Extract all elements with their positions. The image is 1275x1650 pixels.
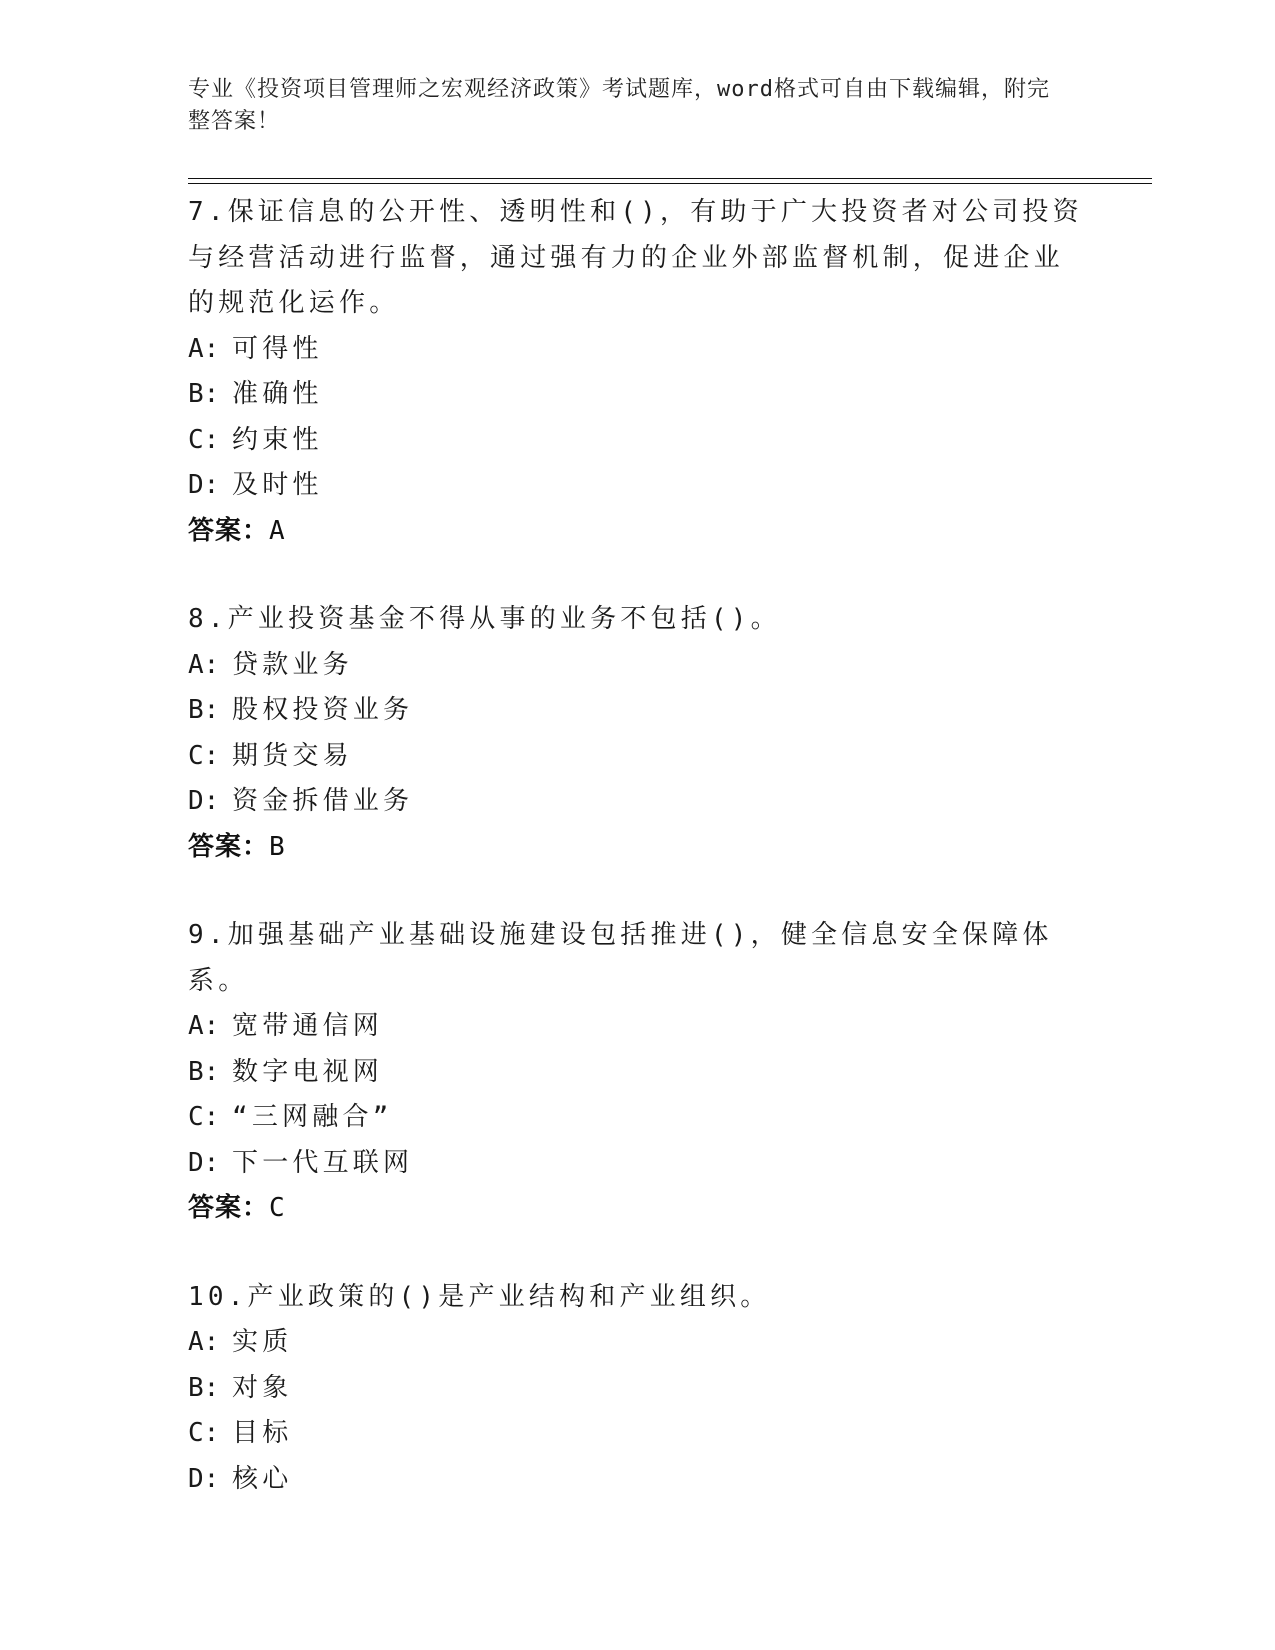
option-text: 贷款业务 [232,649,353,680]
option-d [188,1457,1088,1503]
question-stem: 9.加强基础产业基础设施建设包括推进()，健全信息安全保障体系。 [188,920,1053,996]
question-7 [188,190,1088,554]
answer-line [188,509,1088,555]
option-text: 及时性 [232,470,323,500]
question-stem: 8.产业投资基金不得从事的业务不包括()。 [188,604,781,634]
option-text: 期货交易 [232,740,353,771]
option-key: B: [188,1056,220,1087]
option-d [188,779,1088,825]
option-key: A: [188,1327,220,1357]
option-c [188,1411,1088,1457]
option-d [188,463,1088,509]
option-a [188,1320,1088,1366]
option-c [188,734,1088,780]
option-text: 可得性 [232,333,323,364]
option-key: D: [188,786,220,816]
option-key: D: [188,470,220,500]
option-c [188,1095,1088,1141]
question-10 [188,1275,1088,1503]
option-c [188,418,1088,464]
option-b [188,688,1088,734]
option-key: C: [188,740,220,771]
option-key: A: [188,333,220,364]
option-key: A: [188,649,220,680]
document-header: 专业《投资项目管理师之宏观经济政策》考试题库，word格式可自由下载编辑，附完整答案！ [188,77,1050,134]
option-key: C: [188,424,220,455]
answer-value: B [269,831,286,862]
question-stem: 10.产业政策的()是产业结构和产业组织。 [188,1281,771,1312]
option-text: 实质 [232,1327,293,1357]
option-text: 约束性 [232,424,323,455]
option-a [188,1004,1088,1050]
option-text: 下一代互联网 [232,1147,414,1178]
answer-value: A [269,515,286,546]
option-b [188,372,1088,418]
answer-label: 答案： [188,831,270,862]
option-text: 宽带通信网 [232,1011,384,1041]
option-key: B: [188,379,220,409]
option-a [188,327,1088,373]
option-key: D: [188,1147,220,1178]
header-rule-top [188,178,1152,179]
question-8 [188,597,1088,870]
option-b [188,1050,1088,1096]
option-text: 目标 [232,1418,293,1448]
option-text: 数字电视网 [232,1056,384,1087]
question-stem: 7.保证信息的公开性、透明性和()，有助于广大投资者对公司投资与经营活动进行监督，通过强有力的企业外部监督机制，促进企业的规范化运作。 [188,197,1083,318]
answer-value: C [269,1193,286,1223]
option-key: C: [188,1102,220,1132]
answer-line [188,825,1088,871]
option-key: B: [188,695,220,725]
option-text: “三网融合” [232,1102,393,1132]
option-text: 准确性 [232,379,323,409]
option-text: 股权投资业务 [232,695,414,725]
option-key: D: [188,1463,220,1494]
question-9 [188,913,1088,1232]
option-a [188,643,1088,689]
option-key: A: [188,1011,220,1041]
header-rule-bottom [188,183,1152,184]
question-list [188,190,1088,1545]
option-b [188,1366,1088,1412]
answer-label: 答案： [188,515,270,546]
option-key: B: [188,1372,220,1403]
option-key: C: [188,1418,220,1448]
answer-line [188,1186,1088,1232]
answer-label: 答案： [188,1193,270,1223]
option-text: 对象 [232,1372,293,1403]
option-d [188,1141,1088,1187]
option-text: 资金拆借业务 [232,786,414,816]
option-text: 核心 [232,1463,293,1494]
